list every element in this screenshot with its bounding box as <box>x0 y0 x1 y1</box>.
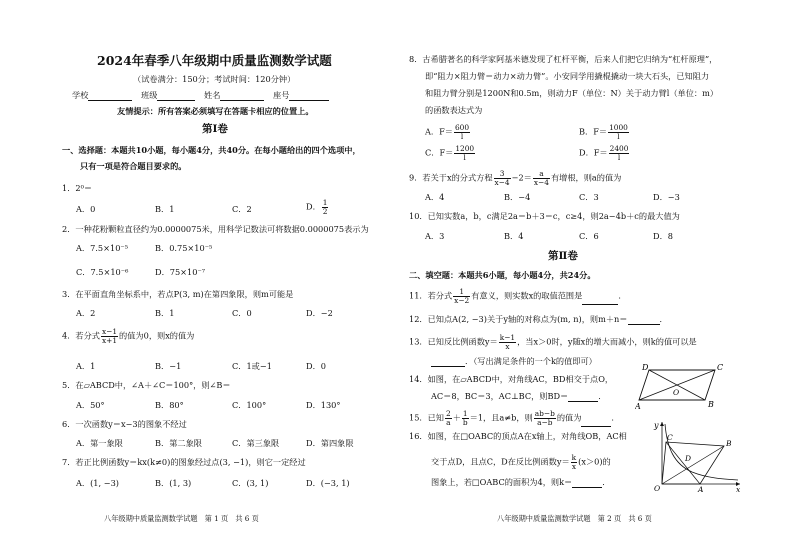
q8-c-den: l <box>463 153 466 162</box>
friendly-tip: 友情提示：所有答案必须填写在答题卡相应的位置上。 <box>117 106 314 116</box>
q6-stem: 6．一次函数y＝x−3的图象不经过 <box>62 419 187 429</box>
q8-a-num: 600 <box>454 123 470 132</box>
q2-option-c: C．7.5×10⁻⁶ <box>76 267 129 277</box>
q9-option-b: B．−4 <box>504 192 531 202</box>
q16-diagonal-ac <box>666 442 700 484</box>
q15-fraction-2 <box>462 410 469 427</box>
q6-option-a: A．第一象限 <box>76 438 123 448</box>
q16-label-y: y <box>654 421 659 430</box>
q16-line3: 图象上，若□OABC的面积为4，则k＝ ． <box>431 477 611 487</box>
q9-fraction-1 <box>494 170 511 187</box>
q3-option-a: A．2 <box>76 308 96 318</box>
q8-c-num: 1200 <box>455 144 475 153</box>
q14-label-c: C <box>717 363 724 372</box>
q16-line1: 16．如图，在□OABC的顶点A在x轴上，对角线OB，AC相 <box>409 431 627 441</box>
q11-num: 1 <box>453 288 470 297</box>
q8-d-den: l <box>617 153 621 162</box>
exam-title: 2024年春季八年级期中质量监测数学试题 <box>97 53 332 68</box>
q8-b-prefix: B．F＝ <box>579 126 608 137</box>
q13-den: x <box>505 342 510 351</box>
q15-d1: a <box>446 418 451 427</box>
q15-stem-b: ＝1，且a≠b，则 <box>469 412 533 423</box>
q2-option-b: B．0.75×10⁻⁵ <box>155 243 213 253</box>
q6-option-c: C．第三象限 <box>232 438 280 448</box>
q15-stem-a: 15．已知 <box>409 412 444 423</box>
q5-option-b: B．80° <box>155 400 184 410</box>
q11-fraction <box>453 288 470 305</box>
q8-a-fraction <box>454 124 470 141</box>
q9-num1: 3 <box>494 170 511 179</box>
q10-option-d: D．8 <box>653 231 673 241</box>
q16-hyperbola <box>665 424 738 480</box>
q13-num: k−1 <box>499 333 516 342</box>
q9-fraction-2 <box>533 170 550 187</box>
q15-n3: ab−b <box>534 409 555 418</box>
q5-option-a: A．50° <box>76 400 105 410</box>
q1-option-a: A．0 <box>76 204 96 214</box>
q8-b-den: l <box>617 132 620 141</box>
q1-stem: 1．2⁰＝ <box>62 183 93 193</box>
seat-label: 座号 <box>273 90 290 100</box>
q14-line1: 14．如图，在▱ABCD中，对角线AC，BD相交于点O， <box>409 374 614 384</box>
q3-option-c: C．0 <box>232 308 252 318</box>
q16-answer-blank <box>572 478 602 488</box>
q8-a-prefix: A．F＝ <box>425 126 453 137</box>
q16-den: x <box>571 462 576 471</box>
q15-fraction-1 <box>445 410 452 427</box>
q8-line4: 的函数表达式为 <box>425 105 483 115</box>
q7-option-b: B．(1, 3) <box>155 478 192 488</box>
right-page <box>397 0 794 550</box>
q10-option-c: C．6 <box>579 231 599 241</box>
q1-d-den: 2 <box>322 207 328 216</box>
q3-stem: 3．在平面直角坐标系中，若点P(3, m)在第四象限，则m可能是 <box>62 289 294 299</box>
q8-option-d <box>579 145 630 162</box>
q4-stem-a: 4．若分式 <box>62 330 100 341</box>
q14-figure <box>635 362 727 410</box>
q15-plus: ＋ <box>452 412 461 423</box>
q9-num2: a <box>533 170 550 179</box>
class-blank <box>157 91 195 101</box>
name-blank <box>220 91 264 101</box>
q9-option-c: C．3 <box>579 192 599 202</box>
q15-n1: 2 <box>445 409 451 418</box>
q16-y-arrow <box>660 422 664 426</box>
q16-line2b: (x＞0)的 <box>578 456 611 467</box>
q14-line2-text: AC＝8，BC＝3，AC⊥BC，则BD＝ <box>431 391 569 401</box>
q9-den2: x−4 <box>533 178 549 187</box>
q16-line2 <box>431 454 611 471</box>
q13-stem <box>409 334 697 351</box>
q3-option-b: B．1 <box>155 308 175 318</box>
q4-option-a: A．1 <box>76 361 96 371</box>
q15-n2: 1 <box>462 409 468 418</box>
q16-label-a: A <box>698 485 704 492</box>
q7-stem: 7．若正比例函数y＝kx(k≠0)的图象经过点(3, −1)，则它一定经过 <box>62 457 306 467</box>
q4-stem <box>62 328 194 345</box>
q1-d-num: 1 <box>322 198 328 207</box>
q15-stem-c: 的值为 <box>556 412 582 423</box>
q3-option-d: D．−2 <box>306 308 333 318</box>
q1-option-d <box>306 199 329 216</box>
q12-stem: 12．已知点A(2, −3)关于y轴的对称点为(m, n)，则m＋n＝ ． <box>409 314 668 324</box>
q15-stem: 15．已知 $\frac{2}{a}$ ＋ $\frac{1}{b}$ ＝1，且a≠b，则 $\frac{ab-b}{a-b}$ 的值为 ． <box>409 409 620 427</box>
q2-stem: 2．一种花粉颗粒直径约为0.0000075米，用科学记数法可将数据0.0000075表示为 <box>62 224 369 234</box>
q15-d3: a−b <box>537 418 553 427</box>
student-info-row <box>72 90 329 101</box>
q9-option-d: D．−3 <box>653 192 680 202</box>
q16-num: k <box>571 453 577 462</box>
q14-answer-blank <box>568 392 598 402</box>
q7-option-d: D．(−3, 1) <box>306 478 350 488</box>
q4-option-c: C．1或−1 <box>232 361 272 371</box>
class-label: 班级 <box>141 90 158 100</box>
q13-fraction <box>499 334 516 351</box>
q8-a-den: l <box>460 132 464 141</box>
q8-d-num: 2400 <box>609 144 629 153</box>
left-footer: 八年级期中质量监测数学试题 第 1 页 共 6 页 <box>104 514 259 523</box>
q4-option-d: D．0 <box>306 361 326 371</box>
q8-line2: 即“阻力×阻力臂＝动力×动力臂”。小安同学用撬棍撬动一块大石头，已知阻力 <box>425 71 710 81</box>
q16-label-b: B <box>726 439 732 448</box>
q14-line2: AC＝8，BC＝3，AC⊥BC，则BD＝ ． <box>431 391 607 401</box>
school-label: 学校 <box>72 90 89 100</box>
q14-label-a: A <box>635 402 641 410</box>
q16-fraction <box>571 454 577 471</box>
q2-option-d: D．75×10⁻⁷ <box>155 267 206 277</box>
q16-label-o: O <box>654 484 661 492</box>
q16-line3-text: 图象上，若□OABC的面积为4，则k＝ <box>431 477 573 487</box>
q6-option-b: B．第二象限 <box>155 438 202 448</box>
q5-stem: 5．在▱ABCD中，∠A＋∠C＝100°，则∠B＝ <box>62 380 231 390</box>
q8-line3: 和阻力臂分别是1200N和0.5m，则动力F（单位：N）关于动力臂l（单位：m） <box>425 88 719 98</box>
q10-stem: 10．已知实数a，b，c满足2a＝b＋3＝c，c≥4，则2a−4b＋c的最大值为 <box>409 211 680 221</box>
section1-heading: 一、选择题：本题共10小题，每小题4分，共40分。在每小题给出的四个选项中， <box>62 145 361 155</box>
q16-label-c: C <box>667 433 673 442</box>
q7-option-a: A．(1, −3) <box>76 478 119 488</box>
exam-subtitle: （试卷满分：150分；考试时间：120分钟） <box>133 74 296 84</box>
q11-den: x−2 <box>454 296 470 305</box>
q2-option-a: A．7.5×10⁻⁵ <box>76 243 129 253</box>
q8-d-prefix: D．F＝ <box>579 147 608 158</box>
q15-answer-blank <box>581 417 611 427</box>
part2-title: 第Ⅱ卷 <box>548 250 578 262</box>
q1-option-c: C．2 <box>232 204 252 214</box>
q13-answer-blank <box>431 357 465 367</box>
q13-stem-b: ，当x＞0时，y随x的增大而减小，则k的值可以是 <box>517 336 697 347</box>
q6-option-d: D．第四象限 <box>306 438 354 448</box>
q8-option-a <box>425 124 471 141</box>
q16-label-x: x <box>736 485 741 492</box>
q9-den1: x−4 <box>494 178 510 187</box>
q16-figure <box>652 418 744 492</box>
right-footer: 八年级期中质量监测数学试题 第 2 页 共 6 页 <box>497 514 652 523</box>
q13-stem-a: 13．已知反比例函数y＝ <box>409 336 498 347</box>
q4-stem-b: 的值为0，则x的值为 <box>119 330 195 341</box>
q15-fraction-3 <box>534 410 556 427</box>
q14-label-o: O <box>673 388 680 397</box>
q4-num: x−1 <box>101 327 118 336</box>
name-label: 姓名 <box>204 90 221 100</box>
q16-line2a: 交于点D，且点C，D在反比例函数y＝ <box>431 456 570 467</box>
q8-b-num: 1000 <box>609 123 628 132</box>
q13-line2-text: ．（写出满足条件的一个k的值即可） <box>465 356 597 366</box>
q1-d-fraction <box>322 199 329 216</box>
q9-option-a: A．4 <box>425 192 445 202</box>
q13-line2 <box>431 356 597 367</box>
q8-line1: 8．古希腊著名的科学家阿基米德发现了杠杆平衡，后来人们把它归纳为“杠杆原理”， <box>409 54 718 64</box>
q4-fraction <box>101 328 118 345</box>
q8-c-fraction <box>454 145 475 162</box>
q16-label-d: D <box>685 454 692 463</box>
q14-label-b: B <box>708 400 714 409</box>
q9-stem-a: 9．若关于x的分式方程 <box>409 172 493 183</box>
section2-heading: 二、填空题：本题共6小题，每小题4分，共24分。 <box>409 270 596 280</box>
q11-answer-blank <box>582 295 618 305</box>
q9-stem-b: 有增根，则a的值为 <box>550 172 622 183</box>
q10-option-a: A．3 <box>425 231 445 241</box>
q8-option-c <box>425 145 476 162</box>
q15-d2: b <box>462 418 468 427</box>
q10-option-b: B．4 <box>504 231 524 241</box>
q7-option-c: C．(3, 1) <box>232 478 269 488</box>
q5-option-d: D．130° <box>306 400 341 410</box>
q11-stem-a: 11．若分式 <box>409 290 453 301</box>
school-blank <box>88 91 132 101</box>
seat-blank <box>289 91 329 101</box>
q8-c-prefix: C．F＝ <box>425 147 454 158</box>
q14-label-d: D <box>642 363 649 372</box>
q11-stem: 11．若分式 $\frac{1}{x-2}$ 有意义，则实数x的取值范围是 ． <box>409 287 627 305</box>
q9-mid: −2＝ <box>511 172 532 183</box>
q5-option-c: C．100° <box>232 400 267 410</box>
section1-heading-2: 只有一项是符合题目要求的。 <box>80 161 187 171</box>
q4-option-b: B．−1 <box>155 361 182 371</box>
q12-answer-blank <box>628 315 660 325</box>
q1-d-prefix: D． <box>306 201 321 212</box>
q12-stem-text: 12．已知点A(2, −3)关于y轴的对称点为(m, n)，则m＋n＝ <box>409 314 628 324</box>
q8-option-b <box>579 124 630 141</box>
q4-den: x+1 <box>101 336 118 345</box>
part1-title: 第Ⅰ卷 <box>202 123 228 135</box>
q8-b-fraction <box>608 124 629 141</box>
q11-stem-b: 有意义，则实数x的取值范围是 <box>471 290 583 301</box>
q8-d-fraction <box>609 145 630 162</box>
q1-option-b: B．1 <box>155 204 175 214</box>
q9-stem <box>409 170 621 187</box>
